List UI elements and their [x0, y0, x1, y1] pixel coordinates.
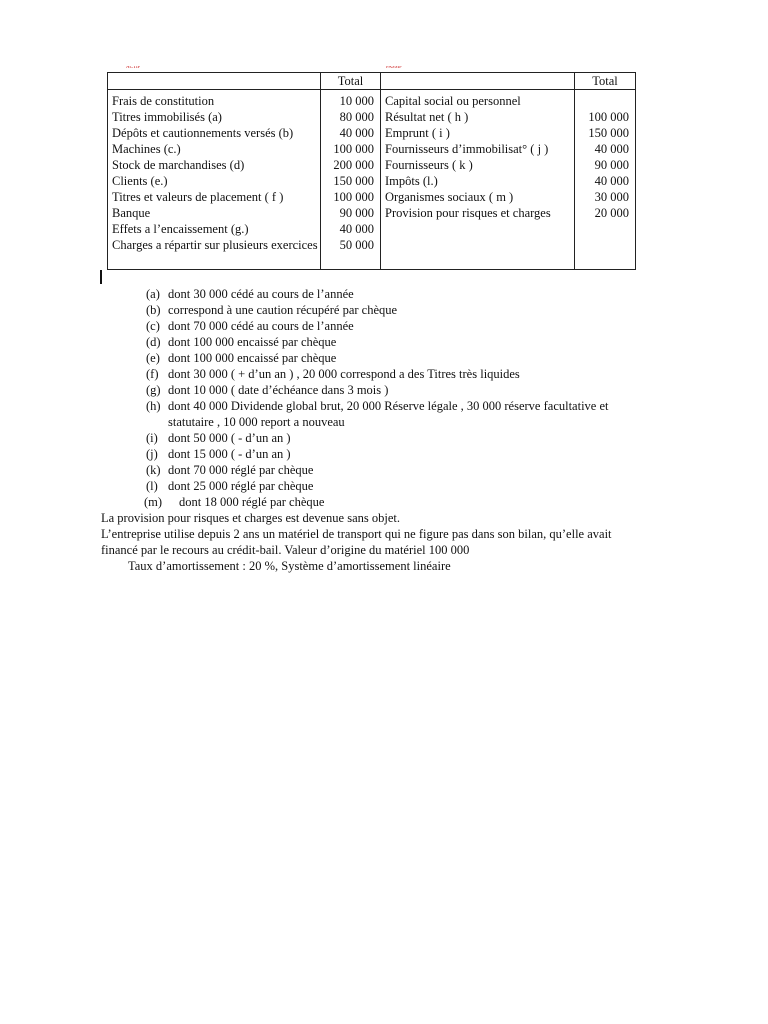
asset-amount: 90 000: [339, 206, 374, 220]
note-item: [146, 478, 626, 494]
liability-amount: [575, 93, 629, 109]
liability-amount: 100 000: [588, 110, 629, 124]
note-text: dont 25 000 réglé par chèque: [168, 479, 314, 493]
depreciation-rate-paragraph: Taux d’amortissement : 20 %, Système d’amortissement linéaire: [128, 559, 451, 573]
asset-label: Dépôts et cautionnements versés (b): [112, 126, 294, 140]
note-text: dont 50 000 ( - d’un an ): [168, 431, 291, 445]
note-label: (k): [146, 463, 161, 477]
note-item: [146, 430, 626, 446]
note-item: [146, 302, 626, 318]
note-text: dont 10 000 ( date d’échéance dans 3 mois ): [168, 383, 389, 397]
asset-amount: 40 000: [339, 126, 374, 140]
asset-label: Clients (e.): [112, 174, 168, 188]
liabilities-header-cell: [381, 73, 575, 90]
asset-amount: 80 000: [339, 110, 374, 124]
liability-label: Résultat net ( h ): [385, 110, 469, 124]
note-label: (j): [146, 447, 158, 461]
asset-label: Machines (c.): [112, 142, 181, 156]
note-label: (f): [146, 367, 159, 381]
provision-paragraph: La provision pour risques et charges est devenue sans objet.: [101, 511, 400, 525]
note-item: [146, 494, 626, 510]
note-text: dont 100 000 encaissé par chèque: [168, 351, 337, 365]
liability-label: Emprunt ( i ): [385, 126, 450, 140]
asset-label: Titres et valeurs de placement ( f ): [112, 190, 284, 204]
note-item: [146, 462, 626, 478]
liabilities-labels-cell: [381, 90, 575, 270]
note-text: dont 15 000 ( - d’un an ): [168, 447, 291, 461]
assets-label-list: [108, 90, 320, 269]
note-item: [146, 382, 626, 398]
liability-amount: 20 000: [594, 206, 629, 220]
asset-label: Stock de marchandises (d): [112, 158, 245, 172]
note-label: (c): [146, 319, 160, 333]
liability-amount: 150 000: [588, 126, 629, 140]
liabilities-amount-list: [575, 90, 635, 221]
note-text: correspond à une caution récupéré par chèque: [168, 303, 398, 317]
liability-amount: 30 000: [594, 190, 629, 204]
liabilities-label-list: [381, 90, 574, 221]
note-item: [146, 334, 626, 350]
asset-amount: 100 000: [333, 190, 374, 204]
text-cursor: [100, 270, 102, 284]
asset-label: Banque: [112, 206, 151, 220]
note-label: (l): [146, 479, 158, 493]
note-label: (m): [144, 495, 163, 509]
note-text: dont 100 000 encaissé par chèque: [168, 335, 337, 349]
asset-amount: 100 000: [333, 142, 374, 156]
note-label: (d): [146, 335, 161, 349]
assets-header-cell: [108, 73, 321, 90]
left-header-mark: ACTIF: [126, 66, 141, 70]
asset-amount: 10 000: [339, 94, 374, 108]
note-text: dont 70 000 cédé au cours de l’année: [168, 319, 354, 333]
liabilities-total-header: Total: [575, 73, 636, 90]
table-header-row: [108, 73, 636, 90]
asset-label: Titres immobilisés (a): [112, 110, 222, 124]
note-text: dont 30 000 cédé au cours de l’année: [168, 287, 354, 301]
assets-amount-list: [321, 90, 380, 253]
assets-amounts-cell: [321, 90, 381, 270]
asset-amount: 50 000: [339, 238, 374, 252]
asset-amount: 150 000: [333, 174, 374, 188]
liability-label: Impôts (l.): [385, 174, 438, 188]
liability-amount: 90 000: [594, 158, 629, 172]
liability-amount: 40 000: [594, 174, 629, 188]
note-label: (h): [146, 399, 161, 413]
note-item: [146, 446, 626, 462]
asset-label: Effets a l’encaissement (g.): [112, 222, 249, 236]
liability-label: Provision pour risques et charges: [385, 206, 551, 220]
note-item: [146, 366, 626, 382]
asset-amount: 40 000: [339, 222, 374, 236]
note-item: [146, 398, 626, 430]
note-item: [146, 350, 626, 366]
liability-label: Fournisseurs d’immobilisat° ( j ): [385, 142, 549, 156]
note-item: [146, 318, 626, 334]
liability-label: Fournisseurs ( k ): [385, 158, 473, 172]
asset-amount: 200 000: [333, 158, 374, 172]
note-item: [146, 286, 626, 302]
asset-label: Charges a répartir sur plusieurs exercices: [112, 238, 318, 252]
right-header-mark: PASSIF: [386, 66, 402, 70]
note-label: (i): [146, 431, 158, 445]
leasing-paragraph: L’entreprise utilise depuis 2 ans un matériel de transport qui ne figure pas dans son bilan, qu’elle avait financé par le recours au crédit-bail. Valeur d’origine du matériel 100 000: [101, 527, 612, 557]
liabilities-amounts-cell: [575, 90, 636, 270]
note-text: dont 40 000 Dividende global brut, 20 000 Réserve légale , 30 000 réserve facultative et statutaire , 10 000 report a nouveau: [168, 399, 609, 429]
note-text: dont 18 000 réglé par chèque: [179, 495, 325, 509]
note-label: (e): [146, 351, 160, 365]
note-text: dont 70 000 réglé par chèque: [168, 463, 314, 477]
liability-label: Organismes sociaux ( m ): [385, 190, 514, 204]
assets-total-header: Total: [321, 73, 381, 90]
note-label: (b): [146, 303, 161, 317]
asset-label: Frais de constitution: [112, 94, 215, 108]
liability-amount: 40 000: [594, 142, 629, 156]
note-label: (g): [146, 383, 161, 397]
assets-labels-cell: [108, 90, 321, 270]
table-body-row: [108, 90, 636, 270]
balance-sheet-table: [107, 72, 636, 270]
notes-list: [146, 286, 626, 510]
note-label: (a): [146, 287, 160, 301]
liability-label: Capital social ou personnel: [385, 94, 521, 108]
note-text: dont 30 000 ( + d’un an ) , 20 000 correspond a des Titres très liquides: [168, 367, 520, 381]
